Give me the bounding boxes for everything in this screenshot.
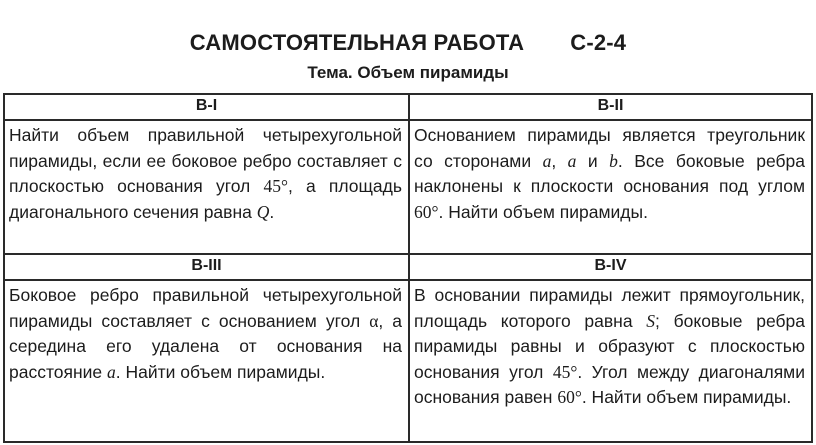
task-text: , а площадь диагонального сечения равна: [9, 176, 402, 222]
task-text: . Найти объем пирамиды.: [581, 387, 792, 407]
math-symbol: a: [542, 150, 552, 171]
task-text: Боковое ребро правильной четырехугольной пирамиды составляет с основанием угол: [9, 285, 402, 331]
math-symbol: Q: [256, 201, 270, 222]
variant-2-task: [409, 120, 812, 254]
task-text: Основанием пирамиды является треугольник со сторонами: [414, 125, 805, 171]
task-text: . Все боковые ребра наклонены к плоскости основания под углом: [414, 150, 806, 196]
task-text: . Угол между диагоналями основания равен: [414, 361, 805, 407]
task-text: , а середина его удалена от основания на расстояние: [9, 310, 402, 382]
table-row-tasks: [4, 280, 812, 442]
variants-table: [3, 93, 813, 443]
task-text: ,: [551, 150, 568, 171]
math-symbol: S: [646, 310, 656, 331]
work-code: С-2-4: [570, 30, 627, 55]
task-text: ; боковые ребра пирамиды равны и образуют с плоскостью основания угол: [414, 310, 805, 382]
task-text: В основании пирамиды лежит прямоугольник, площадь которого равна: [414, 285, 805, 331]
math-symbol: 60°: [557, 387, 582, 407]
variant-4-task: [409, 280, 812, 442]
math-symbol: α: [369, 310, 379, 331]
math-symbol: 60°: [414, 201, 439, 222]
math-symbol: a: [567, 150, 577, 171]
task-text: Найти объем правильной четырехугольной пирамиды, если ее боковое ребро составляет с плоскостью основания угол: [9, 125, 402, 196]
math-symbol: 45°: [263, 176, 288, 196]
variant-1-label: В-I: [4, 94, 409, 120]
math-symbol: 45°: [552, 361, 578, 382]
variant-3-task: [4, 280, 409, 442]
variant-2-label: В-II: [409, 94, 812, 120]
page-title: [0, 30, 816, 56]
variant-4-label: В-IV: [409, 254, 812, 280]
math-symbol: b: [609, 150, 618, 171]
table-row-tasks: [4, 120, 812, 254]
variant-3-label: В-III: [4, 254, 409, 280]
task-text: и: [576, 150, 610, 171]
task-text: . Найти объем пирамиды.: [115, 361, 326, 382]
table-row-header: [4, 254, 812, 280]
title-text: САМОСТОЯТЕЛЬНАЯ РАБОТА: [189, 30, 525, 55]
variant-1-task: [4, 120, 409, 254]
topic-subtitle: Тема. Объем пирамиды: [307, 63, 509, 82]
table-row-header: [4, 94, 812, 120]
task-text: . Найти объем пирамиды.: [438, 201, 648, 222]
task-text: .: [269, 201, 275, 222]
math-symbol: a: [107, 361, 116, 382]
